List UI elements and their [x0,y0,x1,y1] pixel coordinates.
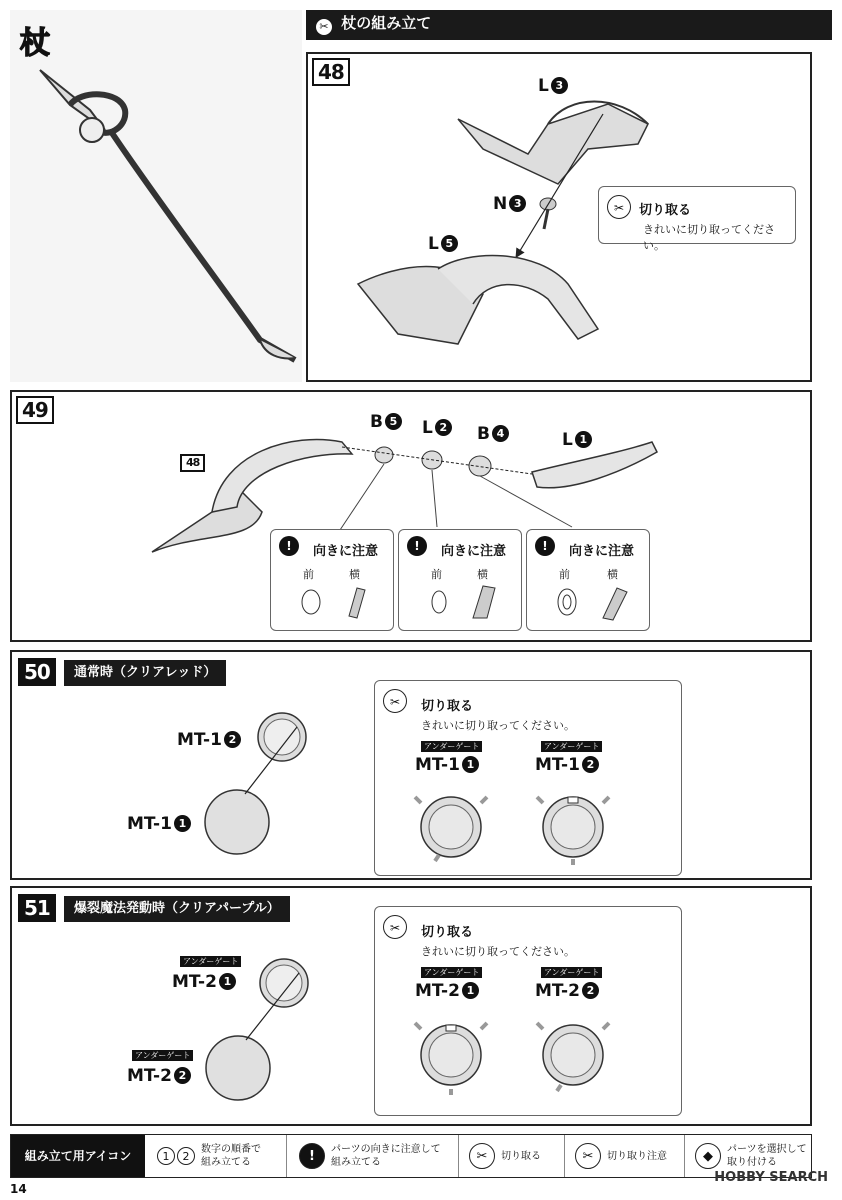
step-50-panel [10,650,812,880]
step-51-drawing [12,888,382,1124]
step-50-drawing [12,652,382,878]
staff-illustration-panel [10,10,302,382]
legend-item-select: ◆ パーツを選択して 取り付ける [695,1135,811,1177]
cut-icon: ✂ [383,689,407,713]
undergate-tag: アンダーゲート [421,741,482,752]
part-label-b5: B 5 [370,412,402,432]
part-label-mt2-2: MT-2 2 [127,1066,191,1086]
part-label-mt1-1: MT-1 1 [127,814,191,834]
undergate-tag: アンダーゲート [132,1050,193,1061]
legend-title: 組み立て用アイコン [11,1135,145,1177]
legend-item-cut: ✂ 切り取る [469,1135,565,1177]
part-label-mt2-1: MT-2 1 [172,972,236,992]
note-side-label: 横 [477,568,488,581]
note-front-label: 前 [303,568,314,581]
step-50-title: 通常時（クリアレッド） [64,660,226,686]
part-label-l3: L 3 [538,76,568,96]
direction-note-1 [270,529,394,631]
callout-text: きれいに切り取ってください。 [421,945,575,958]
staff-title: 杖 [20,26,50,61]
step-49-panel [10,390,812,642]
part-label-b4: B 4 [477,424,509,444]
step-51-number: 51 [18,894,56,922]
legend-item-order: 1 2 数字の順番で 組み立てる [157,1135,287,1177]
section-header [306,10,832,40]
cut-icon: ✂ [383,915,407,939]
page-number: 14 [10,1182,27,1196]
step-50-number: 50 [18,658,56,686]
note-title: 向きに注意 [569,544,635,559]
select-parts-icon: ◆ [695,1143,721,1169]
callout-part-mt1-1: MT-1 1 [415,755,479,775]
undergate-tag: アンダーゲート [541,741,602,752]
step-49-number: 49 [16,396,54,424]
gate-figures [375,777,683,887]
icon-legend [10,1134,812,1178]
undergate-tag: アンダーゲート [421,967,482,978]
step-48-cut-callout [598,186,796,252]
part-label-mt1-2: MT-1 2 [177,730,241,750]
legend-item-direction: ! パーツの向きに注意して 組み立てる [299,1135,459,1177]
callout-part-mt2-1: MT-2 1 [415,981,479,1001]
orientation-figures [271,578,395,638]
step-48-panel [306,52,812,382]
note-front-label: 前 [559,568,570,581]
step-51-title: 爆裂魔法発動時（クリアパープル） [64,896,290,922]
orientation-figures [527,578,651,638]
part-label-l1: L 1 [562,430,592,450]
warning-icon: ! [407,536,427,556]
callout-text: きれいに切り取ってください。 [643,223,775,252]
part-label-n3: N 3 [493,194,526,214]
callout-title: 切り取る [639,203,692,218]
watermark: HOBBY SEARCH [714,1170,828,1185]
warning-icon: ! [535,536,555,556]
orientation-figures [399,578,523,638]
callout-title: 切り取る [421,699,474,714]
cut-icon: ✂ [469,1143,495,1169]
step-51-cut-callout [374,906,682,1116]
step-50-cut-callout [374,680,682,876]
direction-note-2 [398,529,522,631]
callout-text: きれいに切り取ってください。 [421,719,575,732]
section-header-title: 杖の組み立て [341,14,432,32]
legend-item-cut-care: ✂ 切り取り注意 [575,1135,685,1177]
scissors-icon: ✂ [316,19,332,35]
note-side-label: 横 [349,568,360,581]
number-order-icon: 1 2 [157,1147,195,1165]
direction-note-3 [526,529,650,631]
note-title: 向きに注意 [441,544,507,559]
callout-title: 切り取る [421,925,474,940]
cut-care-icon: ✂ [575,1143,601,1169]
callout-part-mt2-2: MT-2 2 [535,981,599,1001]
note-title: 向きに注意 [313,544,379,559]
part-label-l5: L 5 [428,234,458,254]
undergate-tag: アンダーゲート [541,967,602,978]
part-label-l2: L 2 [422,418,452,438]
callout-part-mt1-2: MT-1 2 [535,755,599,775]
cut-icon: ✂ [607,195,631,219]
warning-icon: ! [279,536,299,556]
note-side-label: 横 [607,568,618,581]
note-front-label: 前 [431,568,442,581]
warning-icon: ! [299,1143,325,1169]
step-51-panel [10,886,812,1126]
gate-figures [375,1003,683,1117]
step-49-ref: 48 [180,454,205,472]
staff-drawing [10,10,302,382]
undergate-tag: アンダーゲート [180,956,241,967]
step-48-number: 48 [312,58,350,86]
